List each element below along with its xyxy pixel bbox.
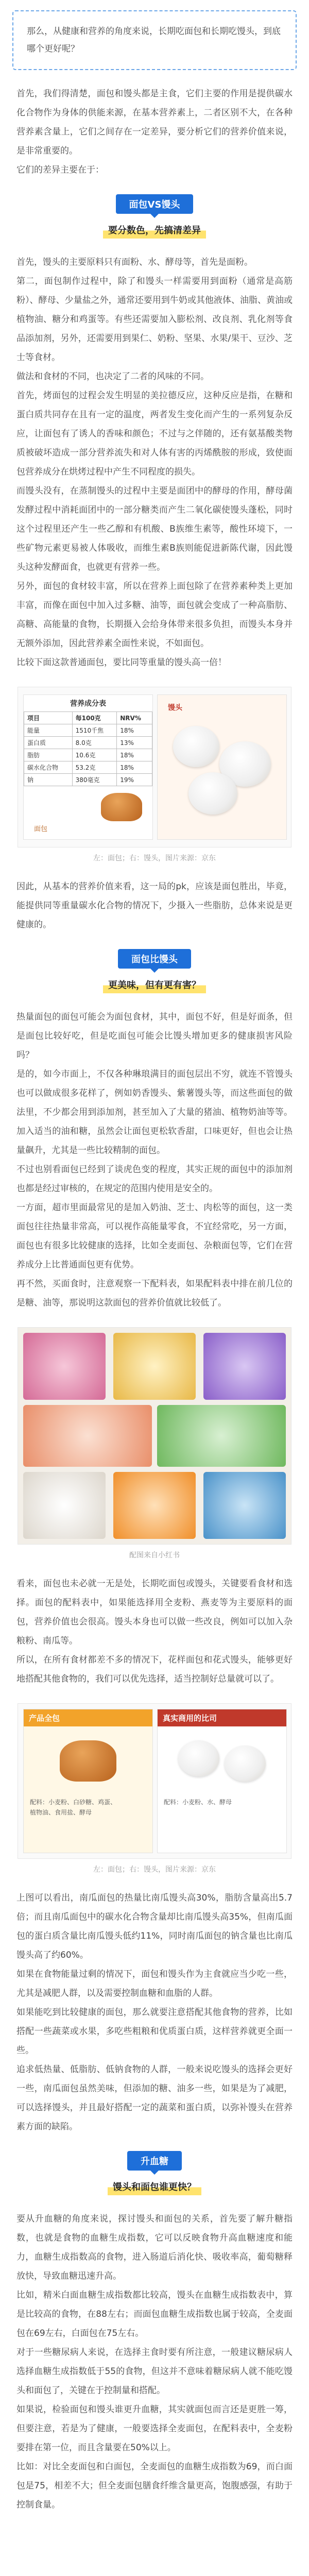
paragraph: 首先，我们得清楚，面包和馒头都是主食，它们主要的作用是提供碳水化合物作为身体的供能来源，在基本营养素上，二者区别不大，在各种营养素含量上，它们之间存在一定差异，要分析它们的营养价值来说，是非常重要的。: [16, 89, 293, 156]
paragraph: 首先，馒头的主要原料只有面粉、水、酵母等，首先是面粉。: [16, 257, 253, 267]
bun-product-card: [157, 1709, 287, 1853]
section-heading-2: [0, 949, 309, 993]
table-cell: 能量: [24, 724, 73, 737]
blue-bun-tile: [203, 1472, 286, 1539]
section-heading-3: [0, 2151, 309, 2195]
paragraph: 比较下面这款普通面包，要比同等重量的馒头高一倍！: [16, 657, 227, 668]
bun-product-card: [157, 694, 287, 840]
intro-text: 那么，从健康和营养的角度来说，长期吃面包和长期吃馒头，到底哪个更好呢？: [27, 26, 281, 54]
paragraph: 如果能吃到比较健康的面包，那么就要注意搭配其他食物的营养，比如搭配一些蔬菜或水果，多吃些粗粮和优质蛋白质，这样营养就更全面一些。: [16, 2007, 293, 2056]
paragraph: 对于一些糖尿病人来说，在选择主食时要有所注意，一般建议糖尿病人选择血糖生成指数低于55的食物，但这并不意味着糖尿病人就不能吃馒头和面包了，关键在于控制量和搭配。: [16, 2347, 293, 2396]
paragraph: 看来，面包也未必就一无是处，长期吃面包或馒头，关键要看食材和选择。面包的配料表中，如果能选择用全麦粉、燕麦等为主要原料的面包，营养价值也会很高。馒头本身也可以做一些改良，例如可以加入杂粮粉、南瓜等。: [16, 1579, 293, 1646]
table-header: 项目: [24, 712, 73, 724]
bread-label: 面包: [34, 825, 48, 833]
yellow-bun-tile: [113, 1333, 196, 1400]
ingredient-line: 配料：小麦粉、水、酵母: [164, 1799, 232, 1806]
nutrition-table: [24, 711, 152, 786]
bread-illustration: [101, 793, 142, 821]
ingredient-line: 植物油、食用盐、酵母: [30, 1809, 92, 1816]
table-cell: 380毫克: [72, 774, 117, 786]
paragraph: 比如，精米白面血糖生成指数都比较高，馒头在血糖生成指数表中，算是比较高的食物，在88左右；而面包血糖生成指数也属于较高，全麦面包在69左右，白面包在75左右。: [16, 2290, 293, 2338]
nutrition-title: 营养成分表: [70, 700, 106, 708]
section-title: 面包VS馒头: [116, 194, 194, 214]
table-cell: 脂肪: [24, 749, 73, 761]
paragraph: 比如：对比全麦面包和白面包，全麦面包的血糖生成指数为69，而白面包是75，相差不大；但全麦面包膳食纤维含量更高，饱腹感强，有助于控制食量。: [16, 2462, 293, 2510]
bun-illustration: [225, 1745, 266, 1782]
paragraph: 要从升血糖的角度来说，探讨馒头和面包的关系，首先要了解升糖指数，也就是食物的血糖生成指数，它可以反映食物升高血糖速度和能力，血糖生成指数高的食物，进入肠道后消化快、吸收率高，葡萄糖释放快，导致血糖迅速升高。: [16, 2214, 293, 2281]
paragraph: 因此，从基本的营养价值来看，这一局的pk，应该是面包胜出，毕竟，能提供同等重量碳水化合物的情况下，少摄入一些脂肪，总体来说是更健康的。: [16, 882, 293, 930]
table-cell: 18%: [117, 749, 152, 761]
paragraph: 一方面，超市里面最常见的是加入奶油、芝士、肉松等的面包，这一类面包往往热量非常高，可以视作高能量零食，不宜经常吃，另一方面，面包也有很多比较健康的选择，比如全麦面包、杂粮面包等，它们在营养成分上比普通面包更有优势。: [16, 1202, 293, 1270]
paragraph: 是的，如今市面上，不仅各种琳琅满目的面包层出不穷，就连不管馒头也可以做成很多花样了，例如奶香馒头、紫薯馒头等，而这些面包的做法里，不少都会用到添加剂，甚至加入了大量的猪油、植物奶油等等。加入适当的油和糖，虽然会让面包更松软香甜，口味更好，但也会让热量飙升，尤其是一些比较精制的面包。: [16, 1069, 293, 1156]
product-comparison-image: [18, 1703, 291, 1859]
section-subtitle: 馒头和面包谁更快？: [108, 2178, 201, 2195]
paragraph: 不过也别看面包已经到了谈虎色变的程度，其实正规的面包中的添加剂也都是经过审核的，在规定的范围内使用是安全的。: [16, 1164, 293, 1194]
figure-caption: 左：面包；右：馒头，图片来源：京东: [93, 854, 216, 862]
bread-nutrition-card: [23, 694, 153, 840]
table-header: NRV%: [117, 712, 152, 724]
table-cell: 钠: [24, 774, 73, 786]
paragraph: 上图可以看出，南瓜面包的热量比南瓜馒头高30%，脂肪含量高出5.7倍；而且南瓜面包中的碳水化合物含量却比南瓜馒头高35%，但南瓜面包的蛋白质含量比南瓜馒头低约11%，同时南瓜面包的钠含量也比南瓜馒头高了约60%。: [16, 1893, 293, 1960]
paragraph: 再不然，买面食时，注意观察一下配料表，如果配料表中排在前几位的是糖、油等，那说明这款面包的营养价值就比较低了。: [16, 1279, 293, 1308]
product-title: 真实商用的比司: [158, 1709, 286, 1726]
section-title: 面包比馒头: [118, 949, 191, 969]
bread-illustration: [60, 1740, 116, 1782]
table-cell: 18%: [117, 724, 152, 737]
table-header: 每100克: [72, 712, 117, 724]
bun-illustration: [173, 726, 219, 767]
section-title: 升血糖: [127, 2151, 182, 2171]
paragraph: 做法和食材的不同，也决定了二者的风味的不同。: [16, 371, 209, 382]
figure-caption: 配图来自小红书: [129, 1551, 180, 1560]
table-cell: 19%: [117, 774, 152, 786]
section-subtitle: 要分数色，先搞清差异: [103, 221, 206, 239]
ingredient-line: 配料：小麦粉、白砂糖、鸡蛋、: [30, 1799, 117, 1806]
bread-product-card: [23, 1709, 153, 1853]
paragraph: 第二，面包制作过程中，除了和馒头一样需要用到面粉（通常是高筋粉）、酵母、少量盐之外，通常还要用到牛奶或其他液体、油脂、黄油或植物油、糖分和鸡蛋等。有些还需要加入膨松剂、改良剂、乳化剂等食品添加剂，另外，还需要用到果仁、奶粉、坚果、水果/果干、豆沙、芝士等食材。: [16, 276, 293, 363]
table-cell: 13%: [117, 737, 152, 749]
table-cell: 10.6克: [72, 749, 117, 761]
green-bun-tile: [157, 1405, 286, 1467]
table-cell: 碳水化合物: [24, 761, 73, 774]
bun-label: 馒头: [168, 704, 182, 712]
bun-illustration: [178, 1740, 219, 1776]
paragraph: 而馒头没有，在蒸制馒头的过程中主要是面团中的酵母的作用，酵母菌发酵过程中消耗面团中的一部分糖类而产生二氧化碳使馒头蓬松，同时这个过程里还产生一些乙醇和有机酸、B族维生素等，酸性环境下，一些矿物元素更易被人体吸收，而维生素B族则能促进新陈代谢，因此馒头这种发酵面食，也就更有营养一些。: [16, 486, 293, 572]
ingredient-text: [30, 1797, 116, 1818]
pink-bun-tile: [23, 1333, 106, 1400]
section-subtitle: 更美味，但有更有害？: [103, 976, 206, 993]
section-heading-1: [0, 194, 309, 239]
paragraph: 另外，面包的食材较丰富，所以在营养上面包除了在营养素种类上更加丰富，而像在面包中加入过多糖、油等，面包就会变成了一种高脂肪、高糖、高能量的食物，长期摄入会给身体带来很多负担，而馒头本身并无额外添加，因此营养素全面性来说，不如面包。: [16, 581, 293, 649]
table-cell: 18%: [117, 761, 152, 774]
figure-caption: 左：面包；右：馒头，图片来源：京东: [93, 1866, 216, 1874]
table-cell: 53.2克: [72, 761, 117, 774]
table-cell: 1510千焦: [72, 724, 117, 737]
product-title: 产品全包: [24, 1709, 152, 1726]
paragraph: 如果说，检验面包和馒头谁更升血糖，其实就面包而言还是更胜一筹，但要注意，若是为了健康，一般要选择全麦面包，在配料表中，全麦粉要排在第一位，而且含量要在50%以上。: [16, 2404, 293, 2453]
intro-box: [12, 10, 297, 70]
paragraph: 首先，烤面包的过程会发生明显的美拉德反应，这种反应是指，在糖和蛋白质共同存在且有一定的温度，两者发生变化而产生的一系列复杂反应，让面包有了诱人的香味和颜色；不过与之伴随的，还有氨基酸类物质被破坏造成一部分营养流失和对人体有害的丙烯酰胺的形成，致使面包营养成分在烘烤过程中产生不同程度的损失。: [16, 391, 293, 477]
colorful-buns-image: [18, 1327, 291, 1545]
bun-illustration: [188, 772, 237, 815]
paragraph: 热量面包的面包可能会为面包食材，其中，面包不好，但是好面条，但是面包比较好吃，但是吃面包可能会比馒头增加更多的健康损害风险吗？: [16, 1012, 293, 1060]
purple-bun-tile: [203, 1333, 286, 1400]
orange-bun-tile: [113, 1472, 196, 1539]
white-bun-tile: [23, 1472, 106, 1539]
ingredient-text: [164, 1797, 232, 1807]
peach-bun-tile: [23, 1405, 152, 1467]
paragraph: 如果在食物能量过剩的情况下，面包和馒头作为主食就应当少吃一些，尤其是减肥人群，以及需要控制血糖和血脂的人群。: [16, 1969, 293, 1998]
paragraph: 它们的差异主要在于：: [16, 165, 104, 175]
nutrition-comparison-image: [18, 687, 291, 848]
paragraph: 追求低热量、低脂肪、低钠食物的人群，一般来说吃馒头的选择会更好一些，南瓜面包虽然美味，但添加的糖、油多一些，如果是为了减肥，可以选择馒头，并且最好搭配一定的蔬菜和蛋白质，以弥补馒头在营养素方面的缺陷。: [16, 2064, 293, 2132]
table-cell: 蛋白质: [24, 737, 73, 749]
table-cell: 8.0克: [72, 737, 117, 749]
paragraph: 所以，在所有食材都差不多的情况下，花样面包和花式馒头，能够更好地搭配其他食物的，我们可以优先选择，适当控制好总量就可以了。: [16, 1655, 293, 1684]
